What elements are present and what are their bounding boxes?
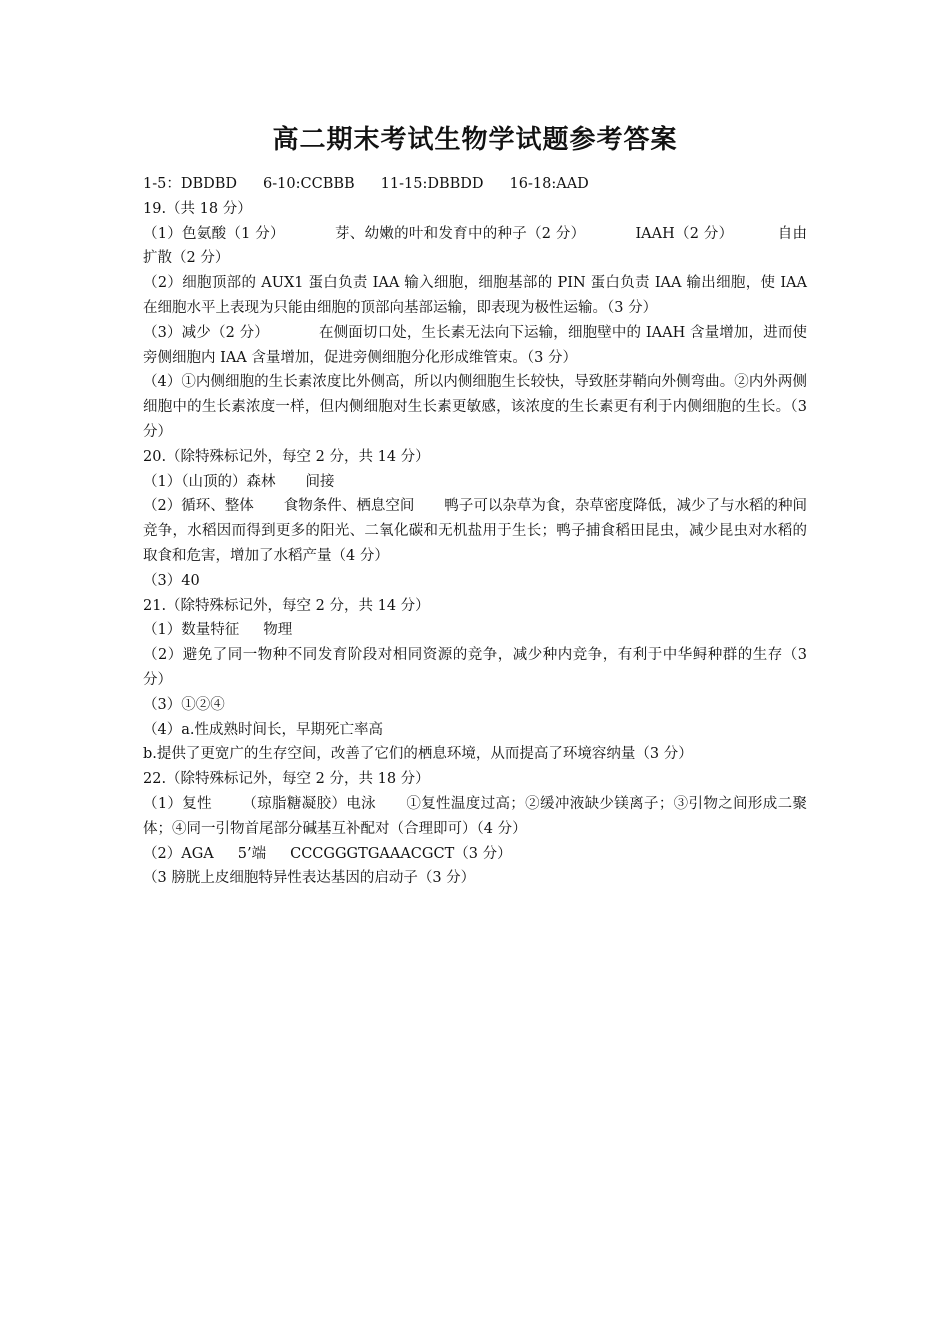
q20-header: 20.（除特殊标记外，每空 2 分，共 14 分） bbox=[143, 448, 430, 465]
q22-part2: （2）AGA 5’端 CCCGGGTGAAACGCT（3 分） bbox=[143, 845, 512, 862]
mcq-1-5: 1-5：DBDBD bbox=[143, 176, 238, 192]
q19-part4: （4）①内侧细胞的生长素浓度比外侧高，所以内侧细胞生长较快，导致胚芽鞘向外侧弯曲。②内外两侧细胞中的生长素浓度一样，但内侧细胞对生长素更敏感，该浓度的生长素更有利于内侧细胞的生长。（3 分） bbox=[143, 374, 807, 440]
mcq-answers bbox=[143, 172, 807, 197]
q19-header: 19.（共 18 分） bbox=[143, 200, 252, 217]
q21-part3: （3）①②④ bbox=[143, 696, 225, 713]
q20-part3: （3）40 bbox=[143, 572, 200, 589]
q22-part3: （3 膀胱上皮细胞特异性表达基因的启动子（3 分） bbox=[143, 870, 476, 887]
q21-part4a: （4）a.性成熟时间长，早期死亡率高 bbox=[143, 721, 383, 738]
q19-part2: （2）细胞顶部的 AUX1 蛋白负责 IAA 输入细胞，细胞基部的 PIN 蛋白负责 IAA 输出细胞，使 IAA 在细胞水平上表现为只能由细胞的顶部向基部运输，即表现为极性运输。（3 分） bbox=[143, 275, 807, 316]
answer-document bbox=[143, 120, 807, 891]
q22-header: 22.（除特殊标记外，每空 2 分，共 18 分） bbox=[143, 771, 430, 788]
q22-part1: （1）复性 （琼脂糖凝胶）电泳 ①复性温度过高；②缓冲液缺少镁离子；③引物之间形成二聚体；④同一引物首尾部分碱基互补配对（合理即可）（4 分） bbox=[143, 795, 807, 837]
mcq-16-18: 16-18:AAD bbox=[509, 176, 589, 192]
q21-header: 21.（除特殊标记外，每空 2 分，共 14 分） bbox=[143, 597, 430, 614]
q21-part4b: b.提供了更宽广的生存空间，改善了它们的栖息环境，从而提高了环境容纳量（3 分） bbox=[143, 746, 693, 763]
mcq-6-10: 6-10:CCBBB bbox=[263, 176, 355, 192]
mcq-11-15: 11-15:DBBDD bbox=[380, 176, 484, 192]
document-title: 高二期末考试生物学试题参考答案 bbox=[272, 125, 678, 155]
q21-part1: （1）数量特征 物理 bbox=[143, 622, 293, 639]
q19-part1: （1）色氨酸（1 分） 芽、幼嫩的叶和发育中的种子（2 分） IAAH（2 分） 自由扩散（2 分） bbox=[143, 225, 807, 267]
q21-part2: （2）避免了同一物种不同发育阶段对相同资源的竞争，减少种内竞争，有利于中华鲟种群的生存（3 分） bbox=[143, 647, 807, 688]
q20-part1: （1）（山顶的）森林 间接 bbox=[143, 473, 335, 490]
q20-part2: （2）循环、整体 食物条件、栖息空间 鸭子可以杂草为食，杂草密度降低，减少了与水稻的种间竞争，水稻因而得到更多的阳光、二氧化碳和无机盐用于生长；鸭子捕食稻田昆虫，减少昆虫对水稻的取食和危害，增加了水稻产量（4 分） bbox=[143, 498, 807, 564]
q19-part3: （3）减少（2 分） 在侧面切口处，生长素无法向下运输，细胞壁中的 IAAH 含量增加，进而使旁侧细胞内 IAA 含量增加，促进旁侧细胞分化形成维管束。（3 分） bbox=[143, 324, 808, 366]
